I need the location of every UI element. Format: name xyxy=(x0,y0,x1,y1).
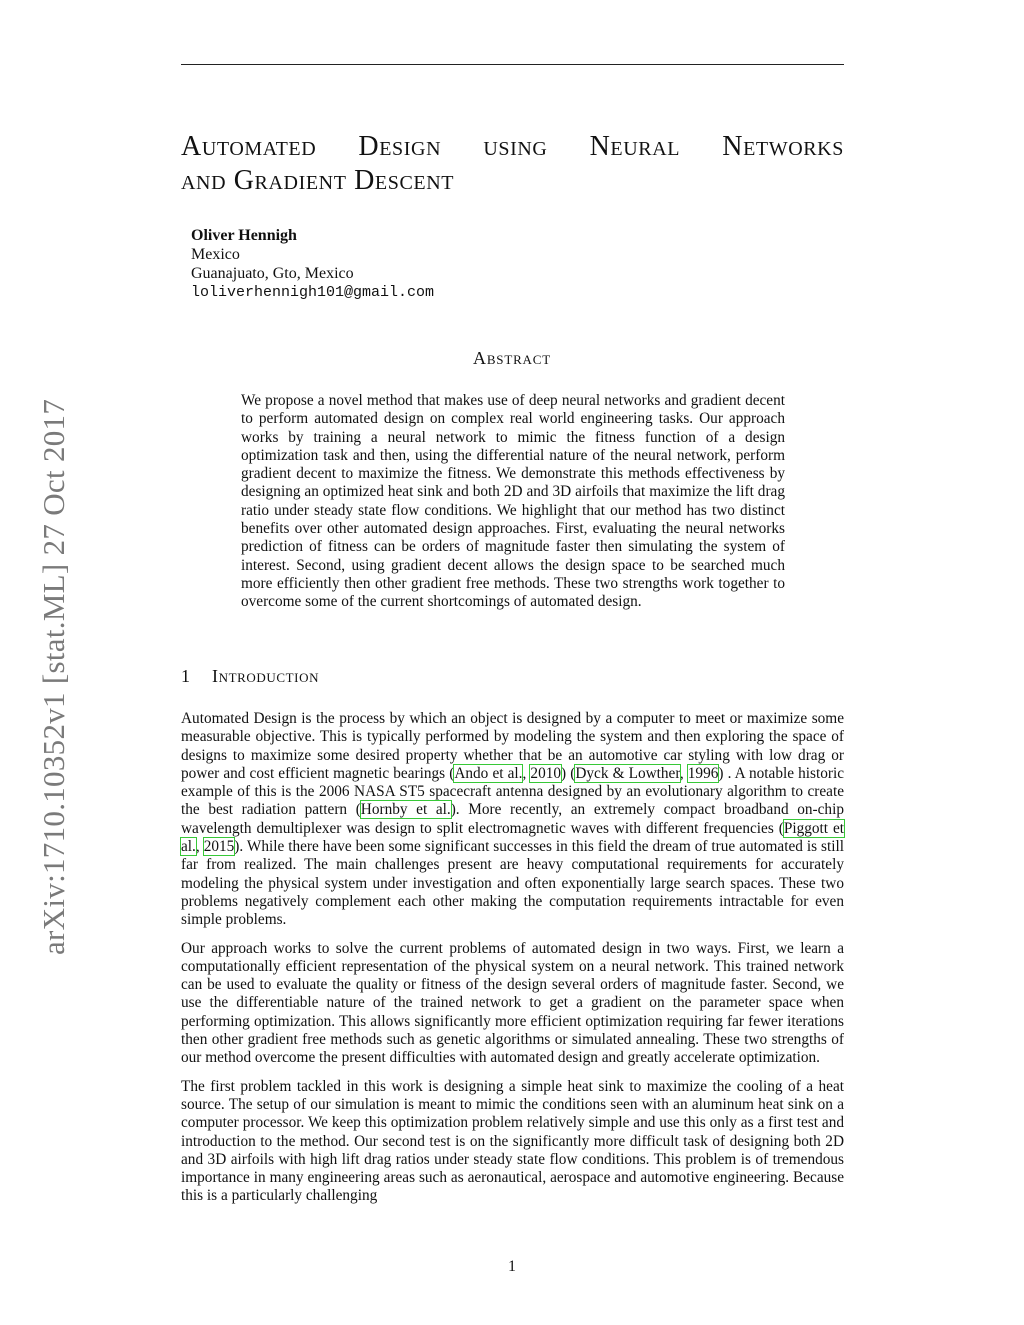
paragraph-text: ) ( xyxy=(561,764,576,782)
title-word: Neural xyxy=(589,131,681,162)
title-line-2: and Gradient Descent xyxy=(181,165,455,196)
introduction-body xyxy=(181,710,844,1216)
section-heading xyxy=(181,666,319,687)
citation-link[interactable]: Piggott et al. xyxy=(181,819,844,856)
paragraph-text: ). More recently, an extremely compact broadband on-chip wavelength demultiplexer was design to split electromagnetic waves with different frequencies ( xyxy=(181,801,844,837)
citation-link[interactable]: 1996 xyxy=(687,764,719,782)
abstract-heading: Abstract xyxy=(473,348,551,368)
citation-separator: , xyxy=(195,838,204,856)
author-country: Mexico xyxy=(191,246,240,263)
citation-separator: , xyxy=(522,764,531,782)
paper-title xyxy=(181,130,844,198)
citation-link[interactable]: Ando et al. xyxy=(454,764,523,782)
title-word: Networks xyxy=(722,131,844,162)
paragraph-text: ) . A notable historic example of this is the 2006 NASA ST5 spacecraft antenna designed by an evolutionary algorithm to create the best radiation pattern ( xyxy=(181,764,845,819)
title-word: Automated xyxy=(181,131,317,162)
arxiv-stamp[interactable]: arXiv:1710.10352v1 [stat.ML] 27 Oct 2017 xyxy=(36,398,71,955)
paragraph-text: ). While there have been some significant successes in this field the dream of true automated is still far from realized. The main challenges present are heavy computational requirements for accurately modeling the physical system under investigation and often exponentially large search spaces. These two problems negatively complement each other making the computation requirements intractable for even simple problems. xyxy=(181,838,844,929)
intro-paragraph-3: The first problem tackled in this work is designing a simple heat sink to maximize the cooling of a heat source. The setup of our simulation is meant to mimic the conditions seen with an aluminum heat sink on a computer processor. We keep this optimization problem relatively simple and use this only as a first test and introduction to the method. Our second test is on the significantly more difficult task of designing both 2D and 3D airfoils with high lift drag ratios under steady state flow conditions. This problem is of tremendous importance in many engineering areas such as aeronautical, aerospace and automotive engineering. Because this is a particularly challenging xyxy=(181,1077,844,1205)
author-name: Oliver Hennigh xyxy=(191,227,297,244)
abstract-text: We propose a novel method that makes use of deep neural networks and gradient decent to perform automated design on complex real world engineering tasks. Our approach works by training a neural network to mimic the fitness function of a design optimization task and then, using the differential nature of the neural network, perform gradient decent to maximize the fitness. We demonstrate this methods effectiveness by designing an optimized heat sink and both 2D and 3D airfoils that maximize the lift drag ratio under steady state flow conditions. We highlight that our method has two distinct benefits over other automated design approaches. First, evaluating the neural networks prediction of fitness can be orders of magnitude faster then simulating the system of interest. Second, using gradient decent allows the design space to be searched much more efficiently then other gradient free methods. These two strengths work together to overcome some of the current shortcomings of automated design. xyxy=(241,392,785,611)
citation-link[interactable]: 2015 xyxy=(203,838,235,856)
citation-separator: , xyxy=(679,764,688,782)
title-word: using xyxy=(483,131,548,162)
title-word: Design xyxy=(358,131,442,162)
section-number: 1 xyxy=(181,666,191,686)
header-rule xyxy=(181,64,844,65)
citation-link[interactable]: 2010 xyxy=(530,764,562,782)
page-number: 1 xyxy=(508,1258,516,1275)
author-city: Guanajuato, Gto, Mexico xyxy=(191,265,354,282)
intro-paragraph-1 xyxy=(181,710,844,930)
paragraph-text: Automated Design is the process by which an object is designed by a computer to meet or maximize some measurable objective. This is typically performed by modeling the system and then exploring the space of designs to maximize some desired property whether that be an automotive car styling with low drag or power and cost efficient magnetic bearings ( xyxy=(181,710,844,782)
author-block xyxy=(191,226,434,302)
section-title: Introduction xyxy=(212,666,320,686)
citation-link[interactable]: Dyck & Lowther xyxy=(575,764,680,782)
intro-paragraph-2: Our approach works to solve the current problems of automated design in two ways. First, we learn a computationally efficient representation of the physical system on a neural network. This trained network can be used to evaluate the quality or fitness of the design several orders of magnitude faster. Second, we use the differentiable nature of the trained network to get a gradient on the parameter space when performing optimization. This allows significantly more efficient optimization requiring far fewer iterations then other gradient free methods such as genetic algorithms or simulated annealing. These two strengths of our method overcome the present difficulties with automated design and greatly accelerate optimization. xyxy=(181,939,844,1067)
author-email[interactable]: loliverhennigh101@gmail.com xyxy=(191,284,435,301)
citation-link[interactable]: Hornby et al. xyxy=(360,801,451,819)
